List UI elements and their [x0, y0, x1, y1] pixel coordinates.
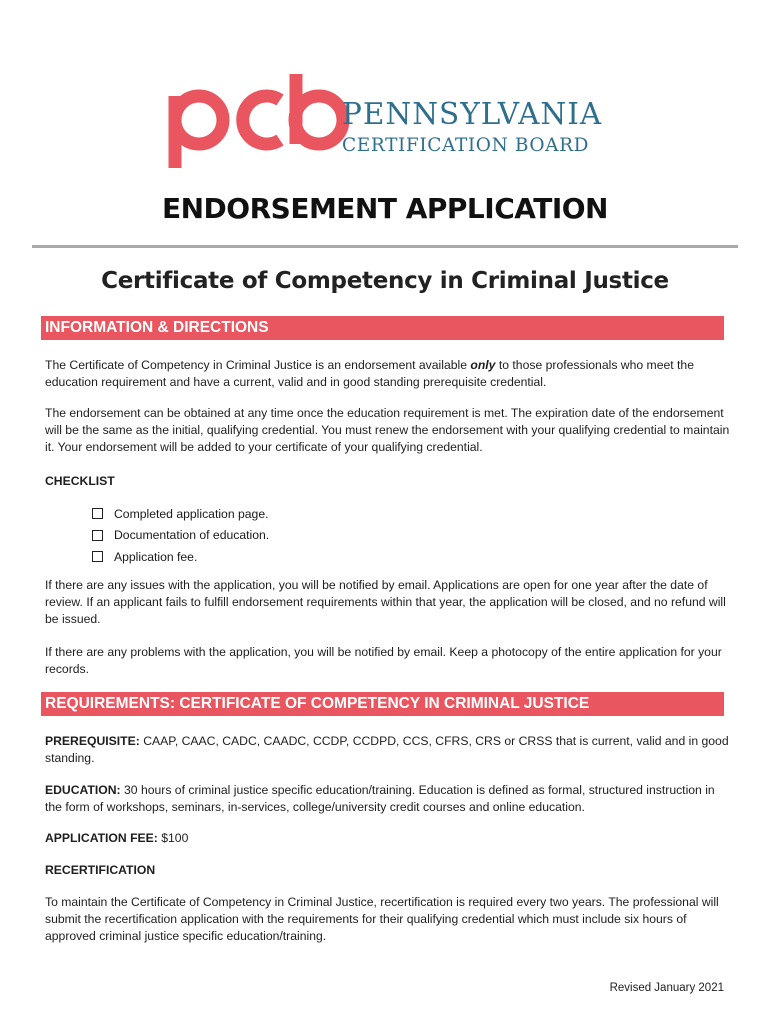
pcb-logo — [168, 70, 608, 170]
records-paragraph: If there are any problems with the application, you will be notified by email. Keep a photocopy of the entire application for your records. — [45, 645, 722, 676]
emphasis-only: only — [470, 358, 496, 372]
checklist-heading: CHECKLIST — [45, 474, 115, 488]
logo-line1: PENNSYLVANIA — [342, 97, 603, 131]
title-divider — [32, 245, 738, 248]
recertification-paragraph: To maintain the Certificate of Competency in Criminal Justice, recertification is required every two years. The professional will submit the recertification application with the requirements for their qualifying credential which must include six hours of approved criminal justice specific education/training. — [45, 895, 719, 943]
checklist-item: Application fee. — [92, 546, 269, 568]
recertification-heading: RECERTIFICATION — [45, 863, 156, 877]
intro-paragraph: The Certificate of Competency in Criminal Justice is an endorsement available only to those professionals who meet the education requirement and have a current, valid and in good standing prerequisite credential. — [45, 358, 694, 389]
section-heading-requirements: REQUIREMENTS: CERTIFICATE OF COMPETENCY IN CRIMINAL JUSTICE — [41, 692, 724, 716]
checkbox[interactable] — [92, 551, 103, 562]
fee-label: APPLICATION FEE: — [45, 831, 158, 845]
checklist-item: Documentation of education. — [92, 525, 269, 547]
prerequisite-label: PREREQUISITE: — [45, 734, 140, 748]
issues-paragraph: If there are any issues with the application, you will be notified by email. Applications are open for one year after the date of review. If an applicant fails to fulfill endorsement requirements within that year, the application will be closed, and no refund will be issued. — [45, 578, 726, 626]
checklist-item: Completed application page. — [92, 503, 269, 525]
fee-paragraph — [45, 830, 735, 847]
page-title: ENDORSEMENT APPLICATION — [161, 192, 608, 225]
checklist — [92, 503, 269, 568]
checkbox[interactable] — [92, 508, 103, 519]
logo-line2: CERTIFICATION BOARD — [342, 135, 590, 156]
prerequisite-paragraph: PREREQUISITE: CAAP, CAAC, CADC, CAADC, CCDP, CCDPD, CCS, CFRS, CRS or CRSS that is current, valid and in good standing. — [45, 734, 729, 765]
page-subtitle: Certificate of Competency in Criminal Justice — [101, 268, 669, 294]
endorsement-paragraph: The endorsement can be obtained at any time once the education requirement is met. The expiration date of the endorsement will be the same as the initial, qualifying credential. You must renew the endorsement with your qualifying credential to maintain it. Your endorsement will be added to your certificate of your qualifying credential. — [45, 406, 730, 454]
section-heading-information: INFORMATION & DIRECTIONS — [41, 316, 724, 340]
revision-date: Revised January 2021 — [609, 982, 724, 994]
education-paragraph: EDUCATION: 30 hours of criminal justice specific education/training. Education is defined as formal, structured instruction in the form of workshops, seminars, in-services, college/university credit courses and online education. — [45, 783, 715, 814]
fee-value: $100 — [157, 831, 189, 845]
checkbox[interactable] — [92, 530, 103, 541]
education-label: EDUCATION: — [45, 783, 121, 797]
